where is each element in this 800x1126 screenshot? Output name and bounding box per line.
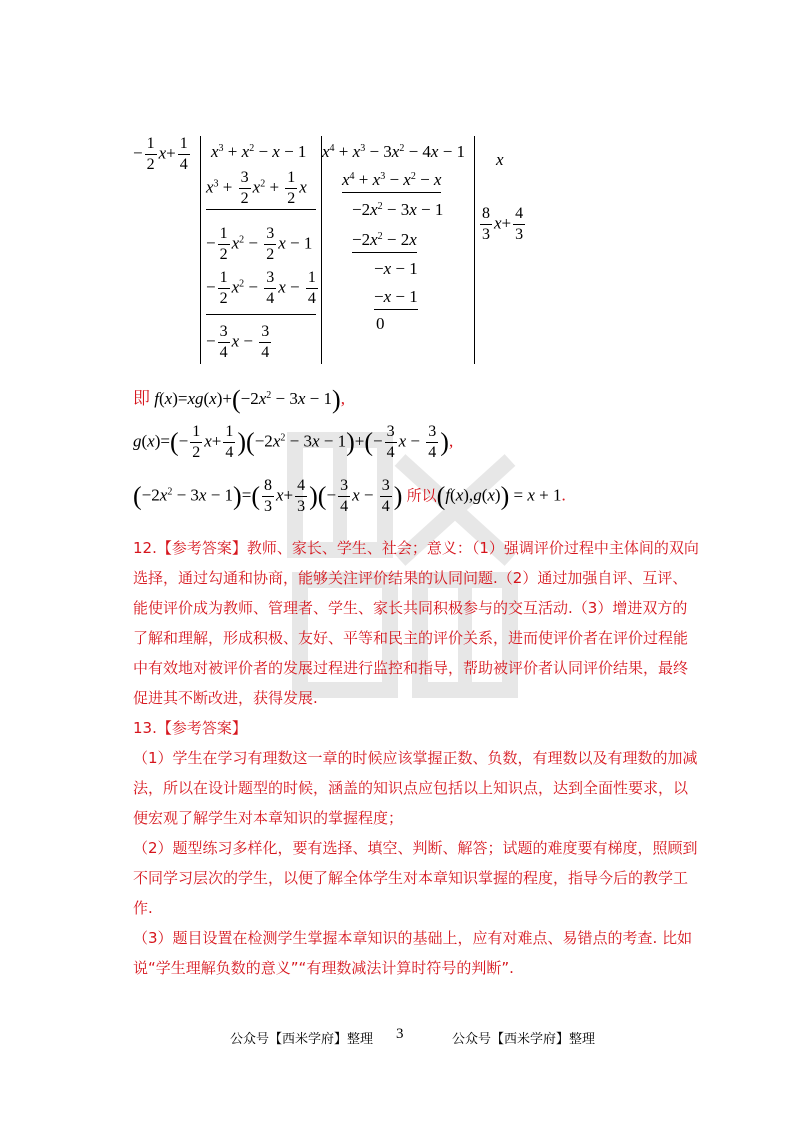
footer-left: 公众号【西米学府】整理 xyxy=(230,1032,374,1047)
rule-1 xyxy=(206,209,316,210)
dividend-row-5: −x − 1 xyxy=(374,259,418,278)
answer-12 xyxy=(133,533,699,713)
dividend-row-6: −x − 1 xyxy=(374,287,418,310)
divisor-row-4: − $\frac{1}{2}$ $x^2$ − $\frac{3}{4}$ x − $\frac{1}{4}$ xyxy=(206,269,316,307)
right-quotient-top: x xyxy=(496,150,504,169)
division-bar-3 xyxy=(474,136,475,364)
division-bar-2 xyxy=(321,136,322,364)
rule-2 xyxy=(206,314,316,315)
equation-3-conclusion: 所以 xyxy=(406,486,437,505)
left-quotient: − $\frac{1}{2}$ x+ $\frac{1}{4}$ xyxy=(133,135,188,173)
answer-13 xyxy=(133,713,699,983)
footer-right: 公众号【西米学府】整理 xyxy=(452,1032,596,1047)
dividend-row-3: $-2x^2 - 3x - 1$ xyxy=(352,200,444,219)
dividend-row-4: $-2x^2 - 2x$ xyxy=(352,230,417,253)
equation-1-prefix: 即 xyxy=(133,389,150,408)
division-bar-1 xyxy=(200,136,201,364)
divisor-row-2: $x^3$ + $\frac{3}{2}$ $x^2$ + $\frac{1}{2}$ x xyxy=(206,169,307,207)
right-quotient-bottom: $\frac{8}{3}$ x+ $\frac{4}{3}$ xyxy=(482,205,524,243)
page-number: 3 xyxy=(396,1026,404,1042)
divisor-row-3: − $\frac{1}{2}$ $x^2$ − $\frac{3}{2}$ x − 1 xyxy=(206,225,313,263)
equation-1-end: , xyxy=(340,389,345,408)
equation-2: g(x)=(− $\frac{1}{2}$ x+ $\frac{1}{4}$ )$(-2x^2 - 3x - 1)+(-$ $\frac{3}{4}$ x − $\frac{3}{4}$ ), xyxy=(133,423,454,461)
dividend-row-2: $x^4 + x^3 - x^2 - x$ xyxy=(342,170,441,193)
answer-13-point-2: （2）题型练习多样化，要有选择、填空、判断、解答；试题的难度要有梯度，照顾到不同学习层次的学生，以便了解全体学生对本章知识掌握的程度，指导今后的教学工作. xyxy=(133,839,698,917)
answer-13-title: 13.【参考答案】 xyxy=(133,719,247,737)
equation-3: $(-2x^2 - 3x - 1)=$( $\frac{8}{3}$ x+ $\frac{4}{3}$ )(− $\frac{3}{4}$ x − $\frac{3}{4}$ ) 所以(f(x),g(x)) = x + 1. xyxy=(133,477,566,515)
equation-3-end: . xyxy=(561,485,566,505)
equation-1: 即 $f(x)=xg(x)+(-2x^2 - 3x - 1)$, xyxy=(133,385,345,415)
divisor-row-1: $x^3 + x^2 - x - 1$ xyxy=(211,142,307,161)
equation-2-end: , xyxy=(448,431,454,451)
divisor-row-5: − $\frac{3}{4}$ x − $\frac{3}{4}$ xyxy=(206,323,270,361)
dividend-row-1: $x^4 + x^3 - 3x^2 - 4x - 1$ xyxy=(322,142,466,161)
answer-13-point-1: （1）学生在学习有理数这一章的时候应该掌握正数、负数，有理数以及有理数的加减法，所以在设计题型的时候，涵盖的知识点应包括以上知识点，达到全面性要求，以便宏观了解学生对本章知识的掌握程度； xyxy=(133,749,698,827)
answer-12-text: 12.【参考答案】教师、家长、学生、社会；意义：（1）强调评价过程中主体间的双向选择，通过勾通和协商，能够关注评价结果的认同问题.（2）通过加强自评、互评、能使评价成为教师、管理者、学生、家长共同积极参与的交互活动.（3）增进双方的了解和理解，形成积极、友好、平等和民主的评价关系，进而使评价者在评价过程能中有效地对被评价者的发展过程进行监控和指导，帮助被评价者认同评价结果，最终促进其不断改进，获得发展. xyxy=(133,539,699,707)
dividend-row-7: 0 xyxy=(376,314,385,333)
answer-13-point-3: （3）题目设置在检测学生掌握本章知识的基础上，应有对难点、易错点的考查. 比如说“学生理解负数的意义”“有理数减法计算时符号的判断”. xyxy=(133,929,693,977)
